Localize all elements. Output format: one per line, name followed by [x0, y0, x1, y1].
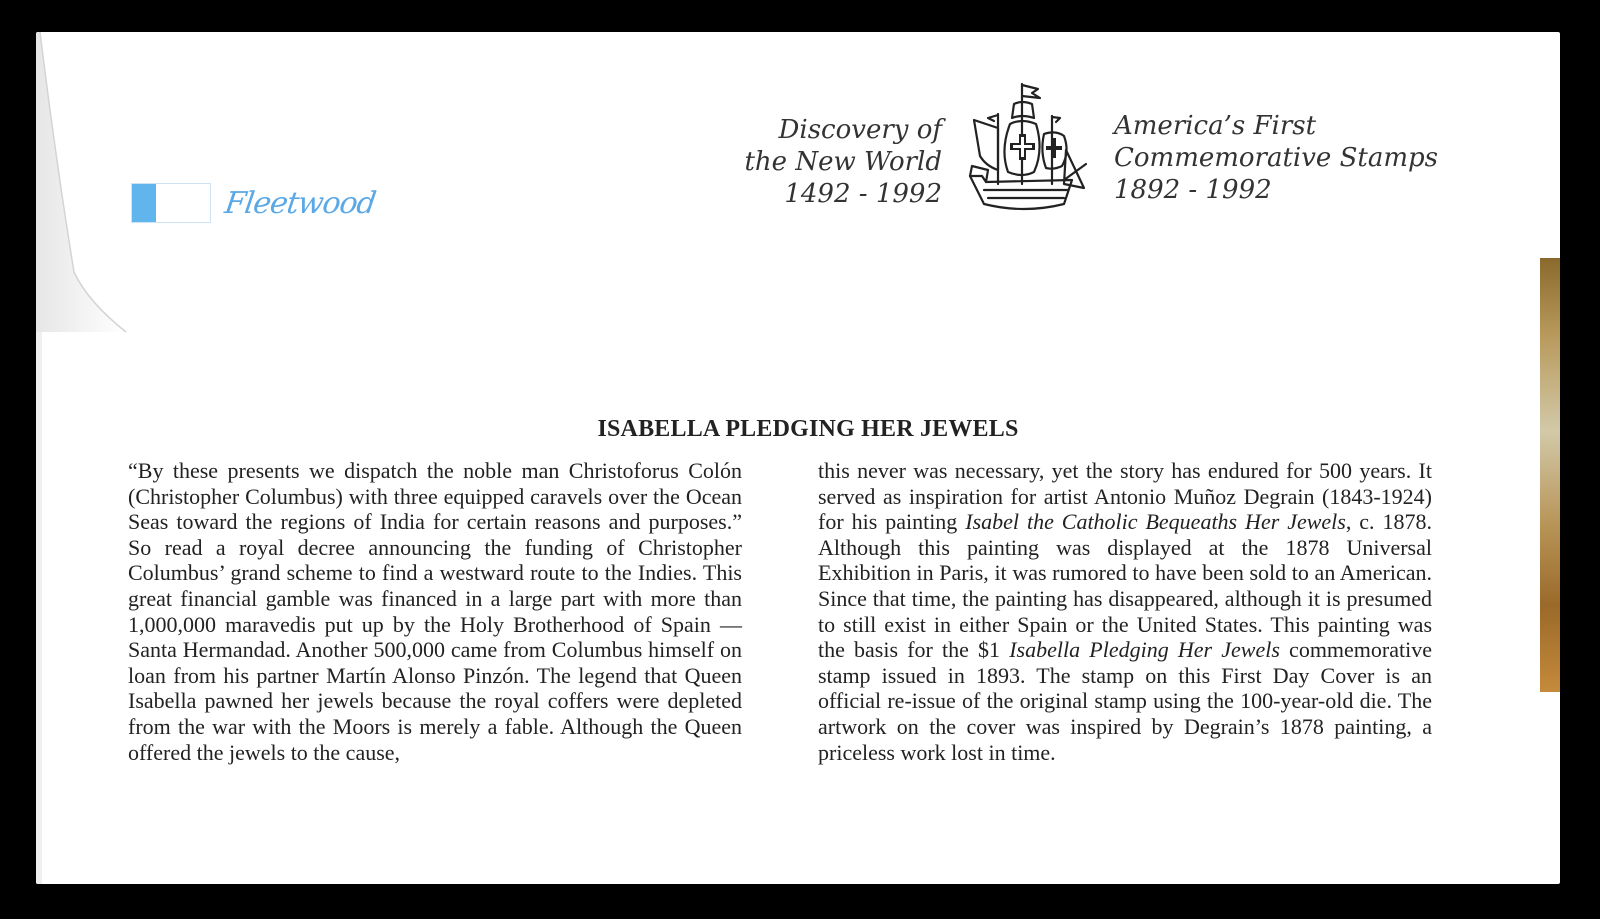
cachet-painting-edge [1540, 258, 1560, 692]
logo-color-swatch [131, 183, 211, 223]
fleetwood-logo [131, 180, 378, 226]
painting-title: Isabel the Catholic Bequeaths Her Jewels [965, 509, 1346, 535]
discovery-title-line-1: Discovery of [778, 115, 942, 145]
stamp-title: Isabella Pledging Her Jewels [1009, 637, 1280, 663]
commemorative-title [1114, 110, 1438, 206]
caravel-ship-icon [960, 80, 1090, 220]
article-title: ISABELLA PLEDGING HER JEWELS [597, 416, 1019, 442]
article-text-segment: commemorative stamp issued in 1893. The stamp on this First Day Cover is an official re-issue of the original stamp using the 100-year-old die. The artwork on the cover was inspired by Degrain’s 1878 painting, a priceless work lost in time. [818, 637, 1433, 765]
envelope-back [36, 32, 1560, 884]
commemorative-title-line-2: Commemorative Stamps [1114, 143, 1438, 173]
article-text-segment: this never was necessary, yet the story has endured for 500 years. It served as inspiration for artist Antonio Muñoz Degrain (1843-1924) for his painting [818, 458, 1432, 535]
logo-swatch-fill [132, 184, 156, 222]
article-column-left [128, 458, 742, 765]
commemorative-title-line-3: 1892 - 1992 [1114, 175, 1272, 205]
article-paragraph: “By these presents we dispatch the noble man Christoforus Colón (Christopher Columbus) with three equipped caravels over the Ocean Seas toward the regions of India for certain reasons and purposes.” So read a royal decree announcing the funding of Christopher Columbus’ grand scheme to find a westward route to the Indies. This great financial gamble was financed in a large part with more than 1,000,000 maravedis put up by the Holy Brotherhood of Spain — Santa Hermandad. Another 500,000 came from Columbus himself on loan from his partner Martín Alonso Pinzón. The legend that Queen Isabella pawned her jewels because the royal coffers were depleted from the war with the Moors is merely a fable. Although the Queen offered the jewels to the cause, [128, 458, 742, 765]
discovery-title [730, 114, 942, 210]
article-text-segment: , c. 1878. Although this painting was displayed at the 1878 Universal Exhibition in Paris, it was rumored to have been sold to an American. Since that time, the painting has disappeared, although it is presumed to still exist in either Spain or the United States. This painting was the basis for the $1 [818, 509, 1432, 663]
article-column-right [818, 458, 1432, 765]
discovery-title-line-2: the New World [744, 147, 942, 177]
discovery-title-line-3: 1492 - 1992 [784, 179, 942, 209]
brand-name: Fleetwood [222, 185, 378, 221]
commemorative-title-line-1: America’s First [1114, 111, 1317, 141]
